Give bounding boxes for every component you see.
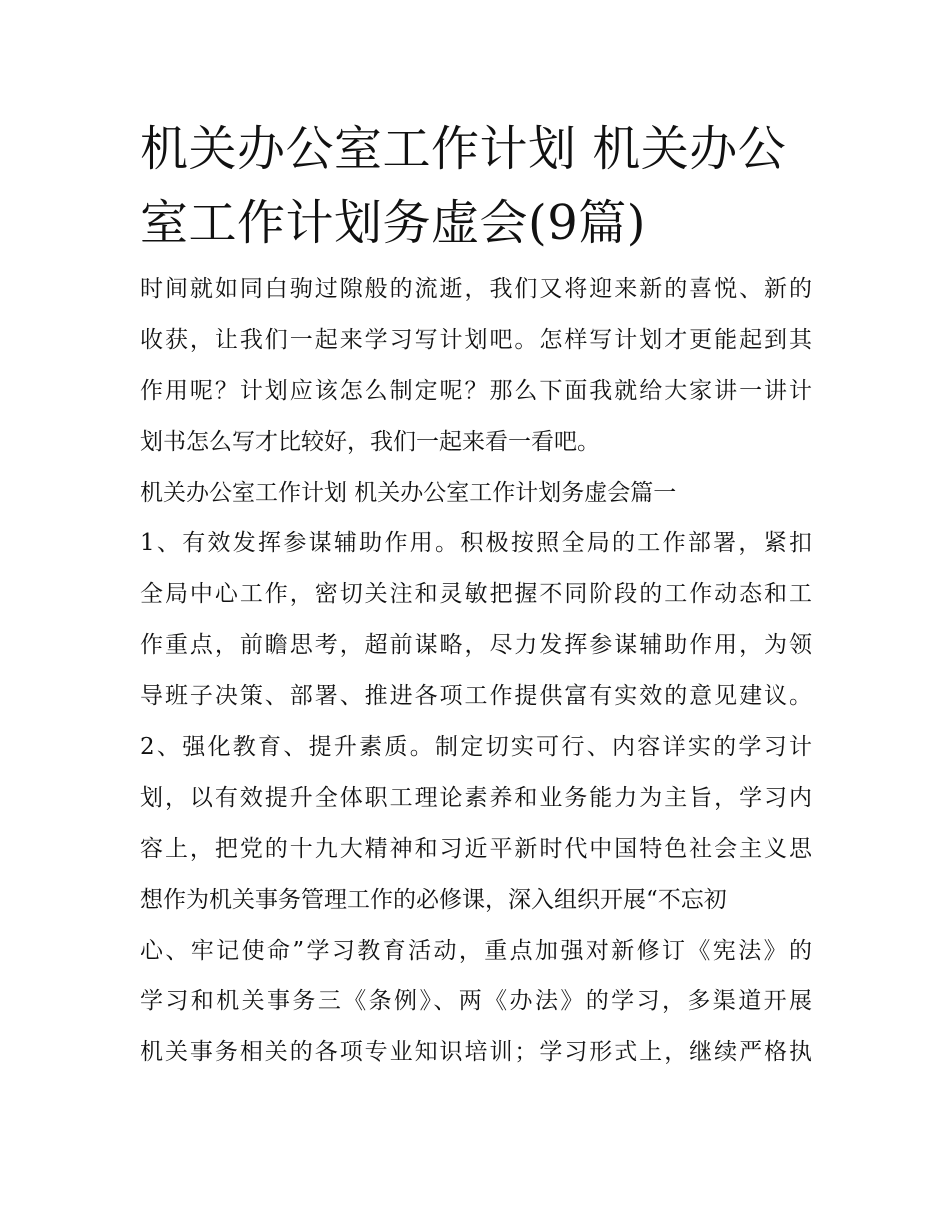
body-text-line: 收获，让我们一起来学习写计划吧。怎样写计划才更能起到其 [140, 326, 812, 353]
document-page [140, 112, 812, 1078]
document-title [140, 112, 812, 260]
body-text-line: 导班子决策、部署、推进各项工作提供富有实效的意见建议。 [140, 683, 812, 710]
body-text-line: 容上，把党的十九大精神和习近平新时代中国特色社会主义思 [140, 835, 812, 862]
title-line: 机关办公室工作计划 机关办公 [140, 121, 787, 177]
body-text-line: 机关事务相关的各项专业知识培训；学习形式上，继续严格执 [140, 1039, 812, 1066]
body-text-line: 1、有效发挥参谋辅助作用。积极按照全局的工作部署，紧扣 [140, 530, 812, 557]
body-text-line: 作用呢？计划应该怎么制定呢？那么下面我就给大家讲一讲计 [140, 377, 812, 404]
body-text-line: 时间就如同白驹过隙般的流逝，我们又将迎来新的喜悦、新的 [140, 276, 812, 302]
body-text-line: 想作为机关事务管理工作的必修课，深入组织开展“不忘初 [140, 886, 727, 913]
body-text-line: 全局中心工作，密切关注和灵敏把握不同阶段的工作动态和工 [140, 581, 812, 608]
body-text-line: 机关办公室工作计划 机关办公室工作计划务虚会篇一 [140, 479, 677, 506]
body-text-line: 划书怎么写才比较好，我们一起来看一看吧。 [140, 428, 600, 455]
document-body [140, 264, 812, 1078]
body-text-line: 作重点，前瞻思考，超前谋略，尽力发挥参谋辅助作用，为领 [140, 632, 812, 659]
body-text-line: 学习和机关事务三《条例》、两《办法》的学习，多渠道开展 [140, 988, 812, 1015]
body-text-line: 划，以有效提升全体职工理论素养和业务能力为主旨，学习内 [140, 784, 812, 811]
body-text-line: 2、强化教育、提升素质。制定切实可行、内容详实的学习计 [140, 734, 812, 761]
body-text-line: 心、牢记使命”学习教育活动，重点加强对新修订《宪法》的 [140, 937, 812, 964]
title-line: 室工作计划务虚会(9篇) [140, 195, 646, 251]
